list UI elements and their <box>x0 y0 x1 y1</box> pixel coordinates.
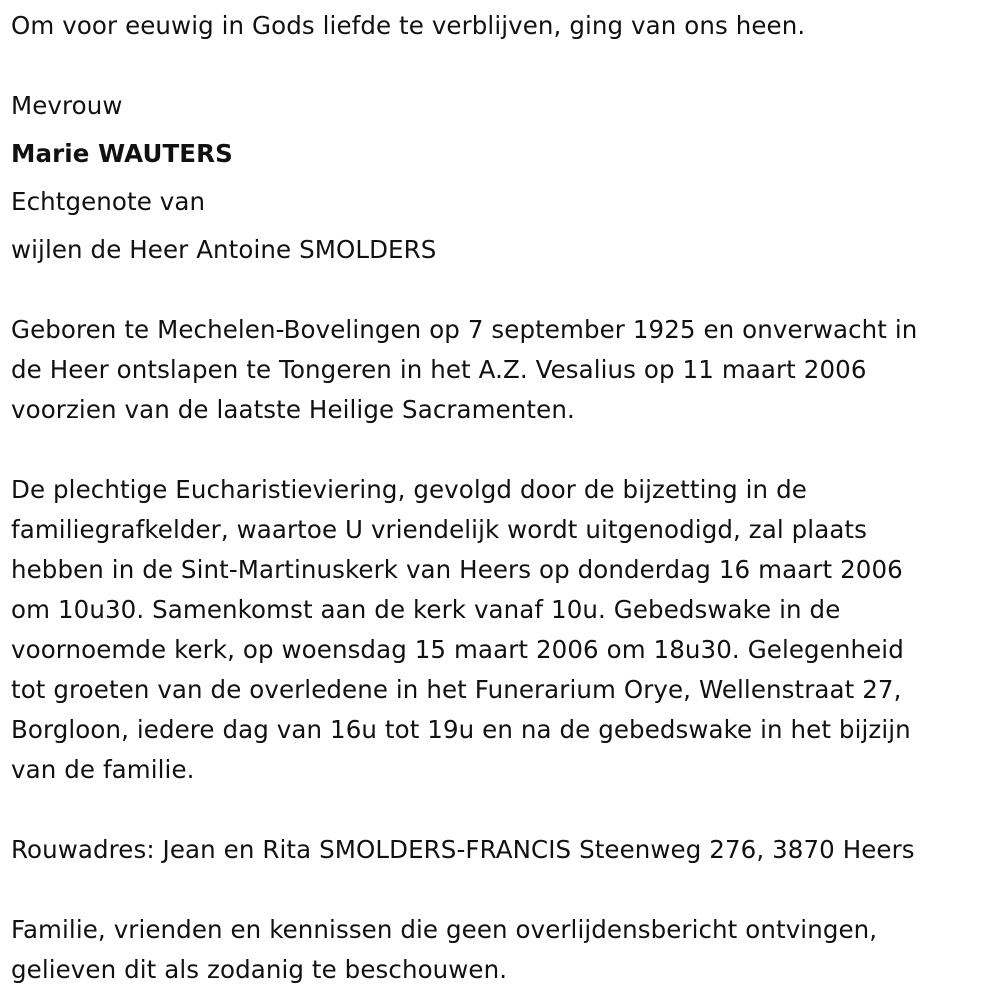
opening-line: Om voor eeuwig in Gods liefde te verblijven, ging van ons heen. <box>11 11 806 40</box>
ceremony-line: familiegrafkelder, waartoe U vriendelijk wordt uitgenodigd, zal plaats <box>11 515 868 544</box>
ceremony-line: hebben in de Sint-Martinuskerk van Heers op donderdag 16 maart 2006 <box>11 555 903 584</box>
closing-paragraph <box>11 910 986 990</box>
ceremony-line: De plechtige Eucharistieviering, gevolgd door de bijzetting in de <box>11 475 807 504</box>
relation-line: Echtgenote van <box>11 187 206 216</box>
birth-line: Geboren te Mechelen-Bovelingen op 7 september 1925 en onverwacht in <box>11 315 918 344</box>
birth-paragraph <box>11 310 986 430</box>
closing-line: Familie, vrienden en kennissen die geen overlijdensbericht ontvingen, <box>11 915 878 944</box>
ceremony-line: tot groeten van de overledene in het Funerarium Orye, Wellenstraat 27, <box>11 675 902 704</box>
ceremony-line: voornoemde kerk, op woensdag 15 maart 2006 om 18u30. Gelegenheid <box>11 635 904 664</box>
closing-line: gelieven dit als zodanig te beschouwen. <box>11 955 508 984</box>
ceremony-paragraph <box>11 470 986 790</box>
mourning-address: Rouwadres: Jean en Rita SMOLDERS-FRANCIS Steenweg 276, 3870 Heers <box>11 835 915 864</box>
deceased-name: Marie WAUTERS <box>11 139 233 168</box>
ceremony-line: Borgloon, iedere dag van 16u tot 19u en na de gebedswake in het bijzijn <box>11 715 911 744</box>
birth-line: voorzien van de laatste Heilige Sacramenten. <box>11 395 575 424</box>
salutation: Mevrouw <box>11 91 123 120</box>
spouse-line: wijlen de Heer Antoine SMOLDERS <box>11 235 437 264</box>
ceremony-line: om 10u30. Samenkomst aan de kerk vanaf 10u. Gebedswake in de <box>11 595 841 624</box>
birth-line: de Heer ontslapen te Tongeren in het A.Z. Vesalius op 11 maart 2006 <box>11 355 867 384</box>
ceremony-line: van de familie. <box>11 755 195 784</box>
